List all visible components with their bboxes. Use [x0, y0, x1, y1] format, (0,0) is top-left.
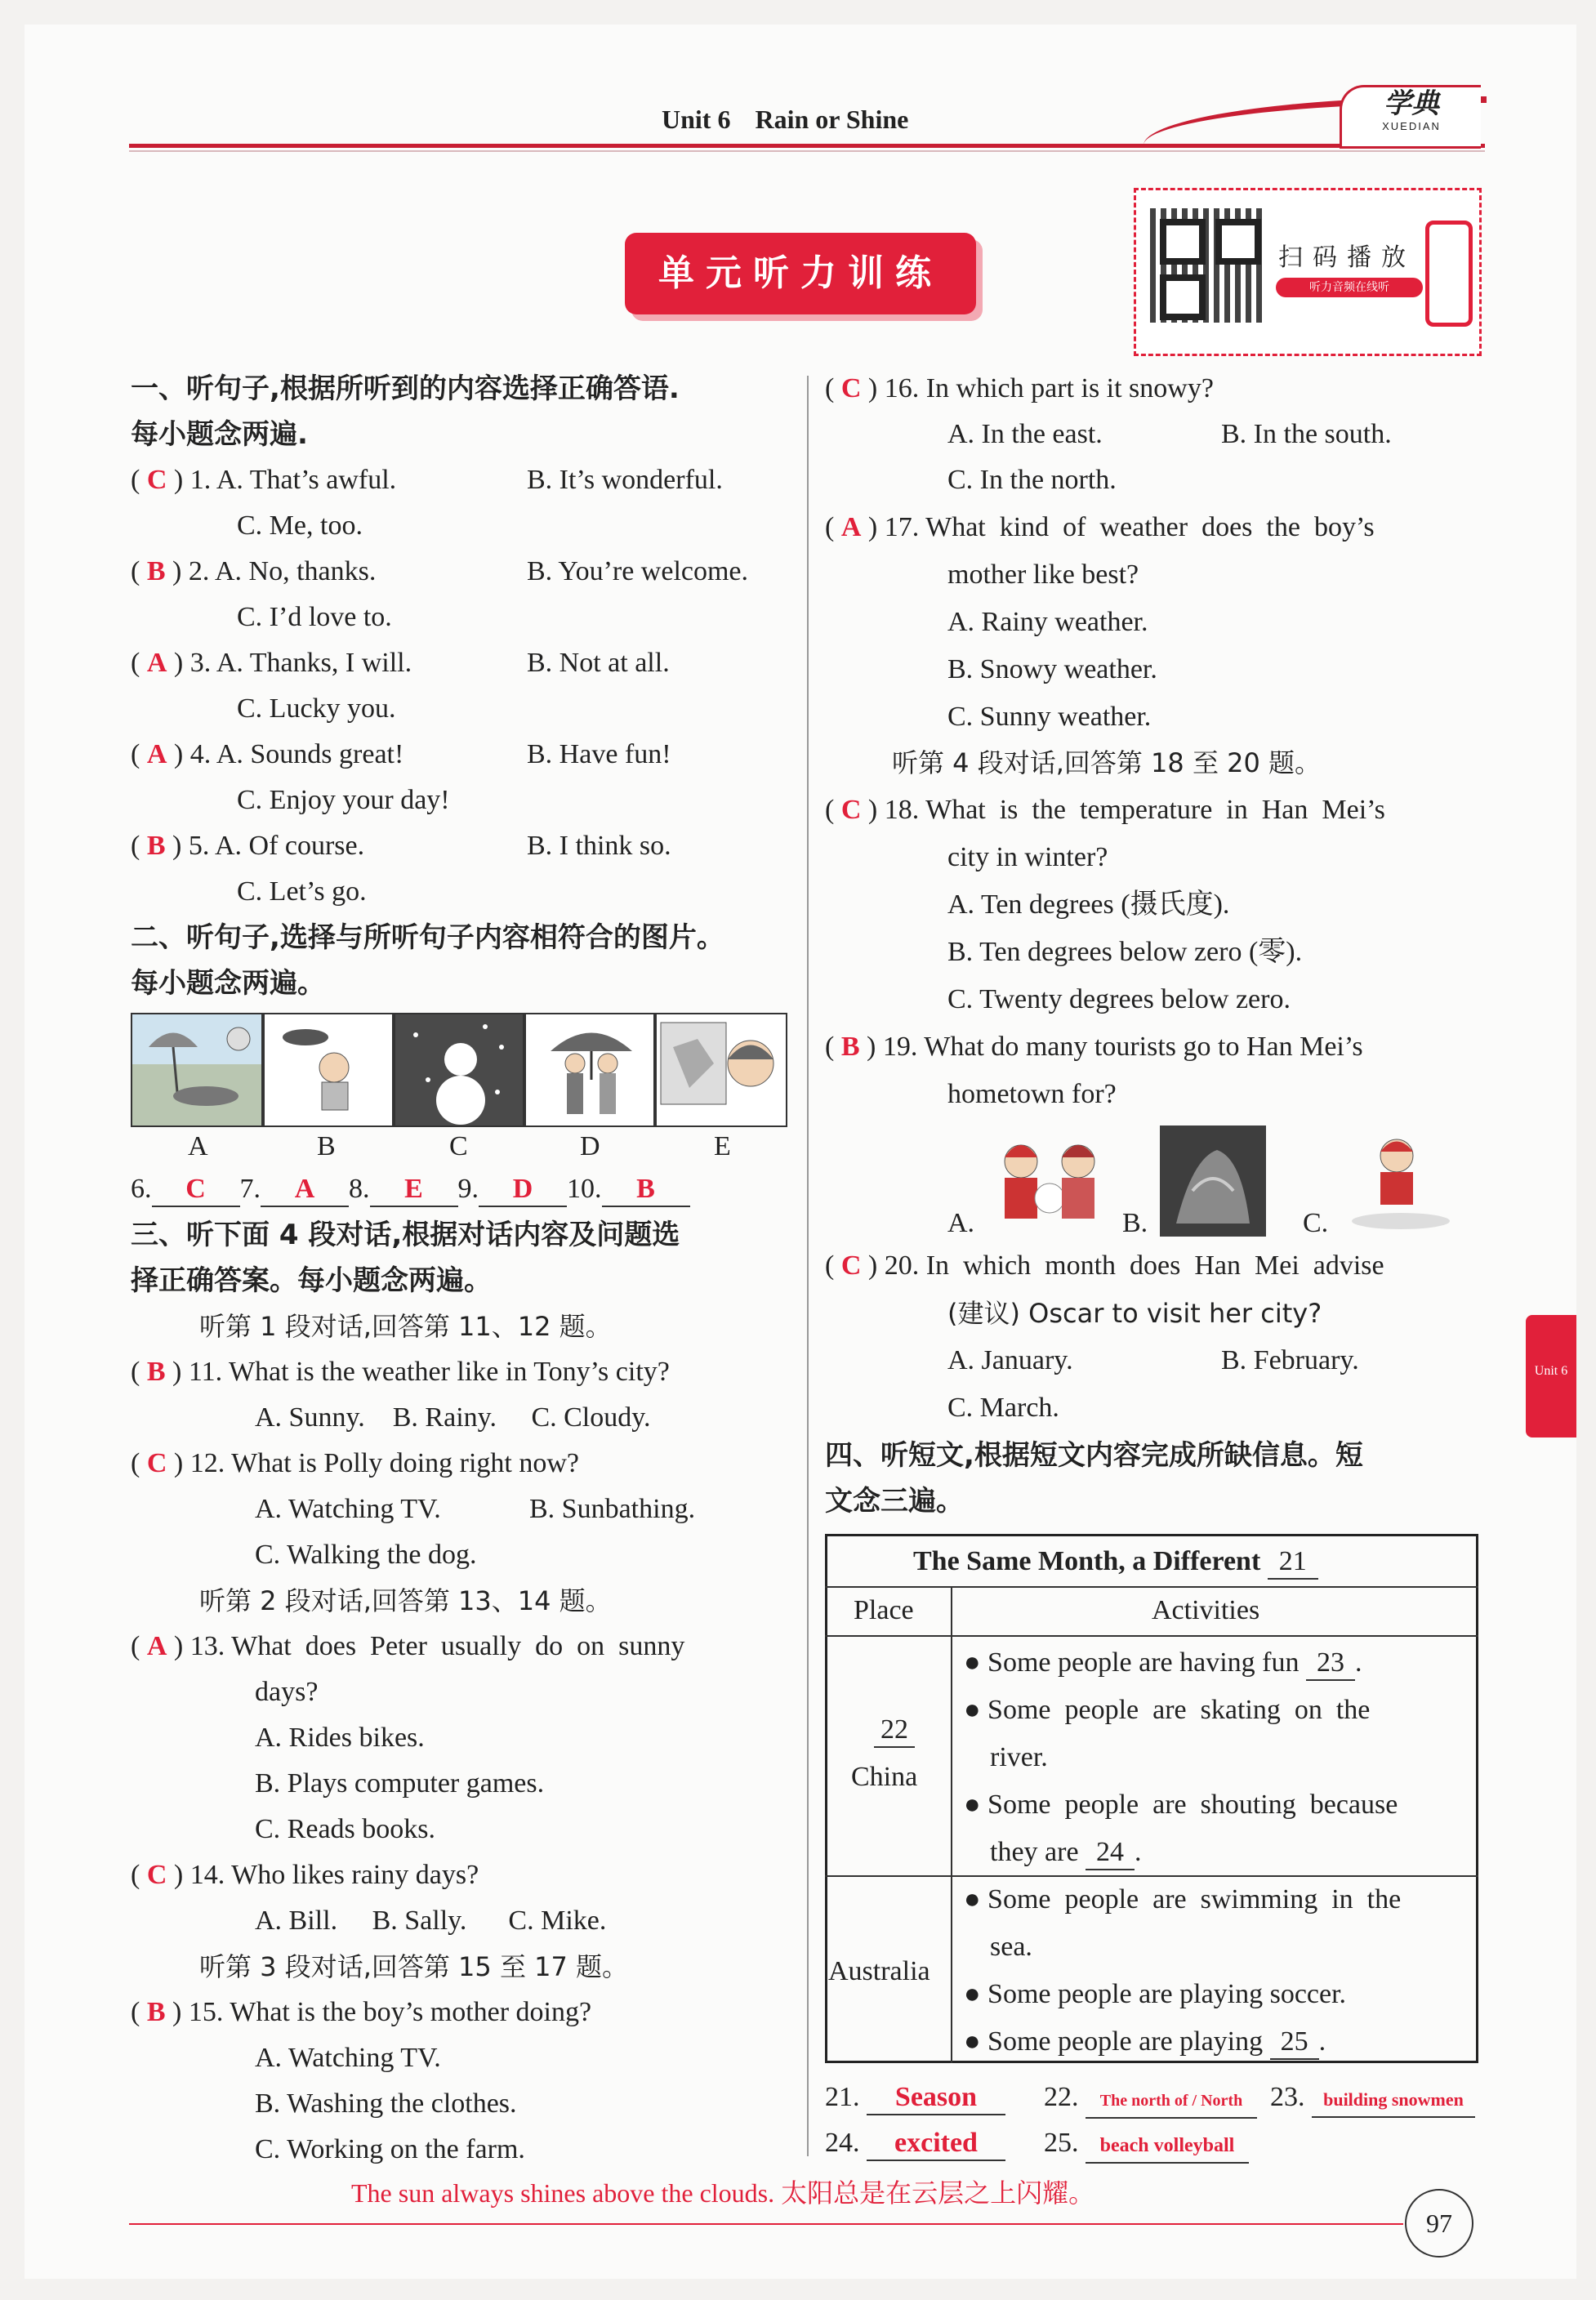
- section1-title: 一、听句子,根据所听到的内容选择正确答语.: [131, 372, 680, 405]
- q2-option-c: C. I’d love to.: [237, 602, 392, 632]
- china-activity-3: ● Some people are shouting because: [964, 1790, 1398, 1820]
- q13-option-c: C. Reads books.: [255, 1814, 435, 1844]
- q20-option-a: A. January.: [947, 1345, 1073, 1375]
- dialogue3-intro: 听第 3 段对话,回答第 15 至 17 题。: [199, 1951, 629, 1982]
- qr-finder: [1160, 274, 1206, 320]
- table-china: China: [851, 1762, 918, 1792]
- q20: ( C ) 20. In which month does Han Mei advise: [825, 1250, 1384, 1281]
- q15-option-a: A. Watching TV.: [255, 2043, 441, 2073]
- q18-option-b: B. Ten degrees below zero (零).: [947, 937, 1303, 967]
- section1-title2: 每小题念两遍.: [131, 418, 308, 451]
- picture-answers: 6. C 7. A 8. E 9. D 10. B: [131, 1173, 690, 1207]
- qr-sub-label: 听力音频在线听: [1276, 278, 1423, 297]
- picture-skier: [1340, 1127, 1462, 1233]
- q19: ( B ) 19. What do many tourists go to Han Mei’s: [825, 1032, 1363, 1062]
- answer-22: 22. The north of / North: [1044, 2081, 1257, 2119]
- brand-logo: 学典 XUEDIAN: [1340, 85, 1481, 149]
- table-rule: [825, 1875, 1478, 1877]
- q3-option-b: B. Not at all.: [527, 648, 670, 678]
- table-col-rule: [951, 1586, 952, 2063]
- q1-option-b: B. It’s wonderful.: [527, 465, 723, 495]
- section3-title: 三、听下面 4 段对话,根据对话内容及问题选: [131, 1219, 680, 1251]
- china-activity-2b: river.: [990, 1742, 1048, 1772]
- q14: ( C ) 14. Who likes rainy days?: [131, 1860, 479, 1890]
- dialogue4-intro: 听第 4 段对话,回答第 18 至 20 题。: [892, 747, 1322, 778]
- qr-finder: [1215, 219, 1261, 265]
- q12: ( C ) 12. What is Polly doing right now?: [131, 1448, 580, 1478]
- header-title: Unit 6 Rain or Shine: [662, 105, 909, 134]
- table-china-blank: 22: [874, 1714, 915, 1748]
- answer-21: 21. Season: [825, 2081, 1005, 2115]
- q20-line2: (建议) Oscar to visit her city?: [947, 1298, 1322, 1329]
- table-australia: Australia: [828, 1956, 930, 1986]
- q2-option-b: B. You’re welcome.: [527, 556, 749, 586]
- picture-ice-sculpture: [1160, 1125, 1266, 1237]
- table-col-place: Place: [854, 1595, 914, 1625]
- q4-option-b: B. Have fun!: [527, 739, 671, 769]
- q18-line2: city in winter?: [947, 842, 1108, 872]
- phone-icon: [1425, 221, 1473, 327]
- q19-option-b: B.: [1122, 1208, 1148, 1238]
- q17-option-b: B. Snowy weather.: [947, 654, 1157, 684]
- q5: ( B ) 5. A. Of course.: [131, 831, 365, 861]
- footer-rule: [129, 2223, 1403, 2225]
- q13-option-a: A. Rides bikes.: [255, 1723, 425, 1753]
- section4-title: 四、听短文,根据短文内容完成所缺信息。短: [825, 1439, 1363, 1472]
- q3-option-c: C. Lucky you.: [237, 693, 396, 724]
- table-rule: [825, 1586, 1478, 1588]
- picture-label-b: B: [317, 1131, 336, 1161]
- answer-25: 25. beach volleyball: [1044, 2127, 1249, 2164]
- picture-beach: [131, 1013, 263, 1127]
- australia-activity-2: ● Some people are playing soccer.: [964, 1979, 1347, 2009]
- q15: ( B ) 15. What is the boy’s mother doing?: [131, 1997, 592, 2027]
- section3-title2: 择正确答案。每小题念两遍。: [131, 1264, 492, 1297]
- unit-side-tab-label: Unit 6: [1534, 1364, 1568, 1378]
- q1-option-c: C. Me, too.: [237, 510, 363, 541]
- q20-option-c: C. March.: [947, 1393, 1059, 1423]
- picture-label-e: E: [714, 1131, 731, 1161]
- q13: ( A ) 13. What does Peter usually do on sunny: [131, 1631, 685, 1661]
- picture-label-c: C: [449, 1131, 468, 1161]
- q18-option-c: C. Twenty degrees below zero.: [947, 984, 1291, 1014]
- q4-option-c: C. Enjoy your day!: [237, 785, 450, 815]
- unit-side-tab[interactable]: [1526, 1315, 1576, 1438]
- section2-title2: 每小题念两遍。: [131, 967, 325, 1000]
- q11-options: A. Sunny. B. Rainy. C. Cloudy.: [255, 1402, 651, 1433]
- australia-activity-1b: sea.: [990, 1932, 1032, 1962]
- table-title: The Same Month, a Different 21: [913, 1545, 1318, 1580]
- q17-option-c: C. Sunny weather.: [947, 702, 1152, 732]
- q5-option-b: B. I think so.: [527, 831, 671, 861]
- q19-option-a: A.: [947, 1208, 975, 1238]
- header-rule: [129, 144, 1485, 148]
- qr-finder: [1160, 219, 1206, 265]
- q12-option-b: B. Sunbathing.: [529, 1494, 696, 1524]
- picture-boy-hat: [263, 1013, 394, 1127]
- dialogue1-intro: 听第 1 段对话,回答第 11、12 题。: [199, 1311, 612, 1342]
- table-rule: [825, 1635, 1478, 1637]
- q15-option-c: C. Working on the farm.: [255, 2134, 525, 2164]
- china-activity-1: ● Some people are having fun 23 .: [964, 1647, 1362, 1681]
- q16-option-a: A. In the east.: [947, 419, 1103, 449]
- q11: ( B ) 11. What is the weather like in Tony’s city?: [131, 1357, 670, 1387]
- picture-label-a: A: [188, 1131, 208, 1161]
- china-activity-3b: they are 24 .: [990, 1836, 1142, 1870]
- q12-option-c: C. Walking the dog.: [255, 1540, 477, 1570]
- q17-line2: mother like best?: [947, 559, 1139, 590]
- picture-umbrella: [524, 1013, 655, 1127]
- header-rule-thin: [129, 150, 1485, 152]
- picture-snowman: [394, 1013, 524, 1127]
- q18-option-a: A. Ten degrees (摄氏度).: [947, 889, 1230, 920]
- section2-title: 二、听句子,选择与所听句子内容相符合的图片。: [131, 921, 724, 954]
- q20-option-b: B. February.: [1221, 1345, 1359, 1375]
- section-banner: 单元听力训练: [625, 233, 976, 314]
- q16: ( C ) 16. In which part is it snowy?: [825, 373, 1214, 403]
- picture-snowman-kids: [984, 1129, 1115, 1235]
- section4-title2: 文念三遍。: [825, 1485, 964, 1518]
- q5-option-c: C. Let’s go.: [237, 876, 367, 907]
- q18: ( C ) 18. What is the temperature in Han Mei’s: [825, 795, 1385, 825]
- page-number: 97: [1405, 2189, 1473, 2258]
- footer-quote: The sun always shines above the clouds. 太阳总是在云层之上闪耀。: [351, 2178, 1095, 2208]
- q14-options: A. Bill. B. Sally. C. Mike.: [255, 1906, 607, 1936]
- china-activity-2: ● Some people are skating on the: [964, 1695, 1371, 1725]
- qr-label: 扫码播放: [1278, 243, 1415, 272]
- q4: ( A ) 4. A. Sounds great!: [131, 739, 404, 769]
- q16-option-b: B. In the south.: [1221, 419, 1392, 449]
- q17-option-a: A. Rainy weather.: [947, 607, 1148, 637]
- q19-option-c: C.: [1303, 1208, 1329, 1238]
- q16-option-c: C. In the north.: [947, 465, 1117, 495]
- q15-option-b: B. Washing the clothes.: [255, 2088, 517, 2119]
- dialogue2-intro: 听第 2 段对话,回答第 13、14 题。: [199, 1585, 612, 1616]
- q19-line2: hometown for?: [947, 1079, 1117, 1109]
- australia-activity-3: ● Some people are playing 25 .: [964, 2026, 1326, 2060]
- column-divider: [807, 376, 809, 2156]
- q3: ( A ) 3. A. Thanks, I will.: [131, 648, 412, 678]
- q17: ( A ) 17. What kind of weather does the boy’s: [825, 512, 1375, 542]
- q1: ( C ) 1. A. That’s awful.: [131, 465, 397, 495]
- q13-option-b: B. Plays computer games.: [255, 1768, 545, 1799]
- q13-line2: days?: [255, 1677, 319, 1707]
- australia-activity-1: ● Some people are swimming in the: [964, 1884, 1402, 1914]
- table-col-activities: Activities: [1152, 1595, 1260, 1625]
- q12-option-a: A. Watching TV.: [255, 1494, 441, 1524]
- answer-24: 24. excited: [825, 2127, 1005, 2161]
- picture-girl-map: [655, 1013, 787, 1127]
- q2: ( B ) 2. A. No, thanks.: [131, 556, 377, 586]
- picture-label-d: D: [580, 1131, 600, 1161]
- answer-23: 23. building snowmen: [1270, 2081, 1475, 2118]
